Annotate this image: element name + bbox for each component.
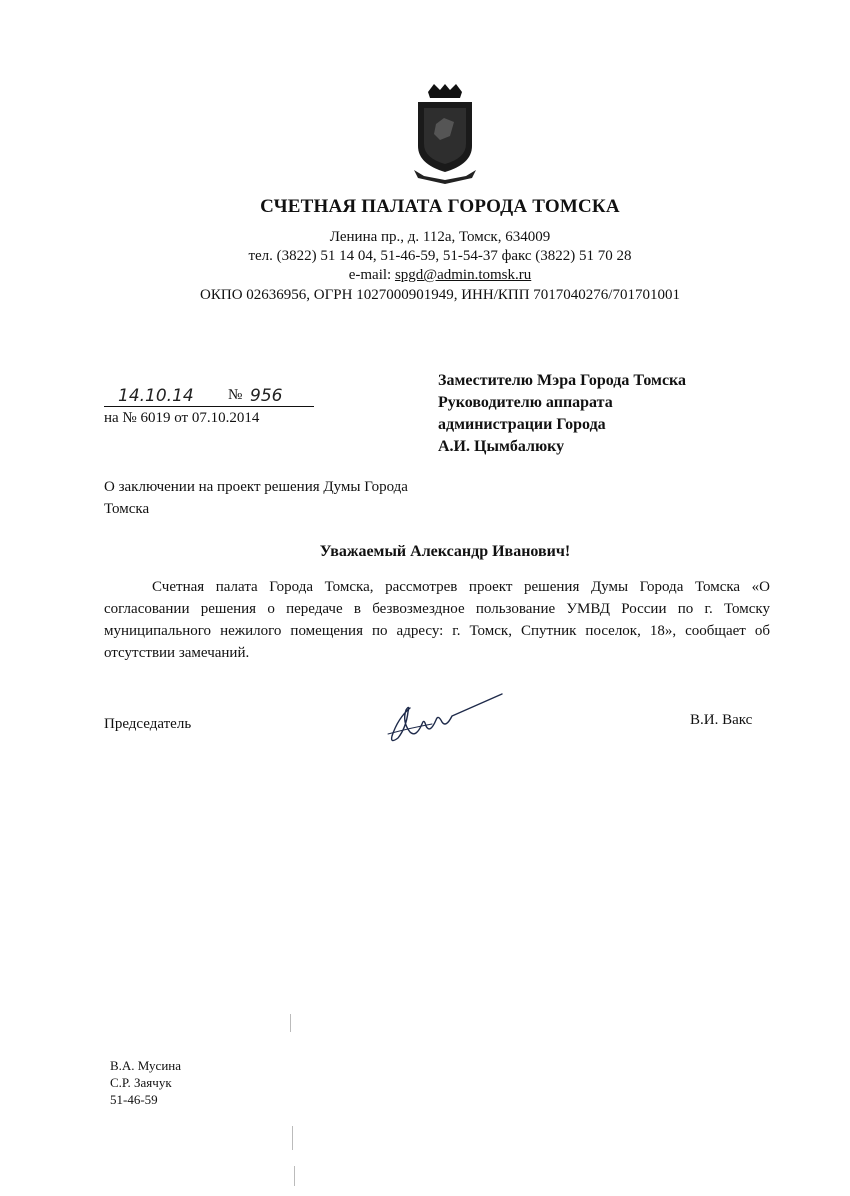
coat-of-arms-emblem [410,84,480,184]
executor-line: С.Р. Заячук [110,1075,172,1090]
recipient-line: Заместителю Мэра Города Томска [438,372,687,389]
outgoing-number: 956 [250,386,283,406]
recipient-block [438,370,686,458]
recipient-line: А.И. Цымбалюку [438,438,565,455]
organization-title: СЧЕТНАЯ ПАЛАТА ГОРОДА ТОМСКА [260,196,620,217]
executor-line: 51-46-59 [110,1092,158,1107]
organization-email-line [0,267,850,284]
outgoing-number-label: № [228,387,243,403]
executors-block [110,1057,181,1108]
organization-codes: ОКПО 02636956, ОГРН 1027000901949, ИНН/КПП 7017040276/701701001 [200,287,680,303]
recipient-line: Руководителю аппарата [438,394,613,411]
scan-mark [292,1126,293,1150]
handwritten-signature [380,688,510,748]
letter-body: Счетная палата Города Томска, рассмотрев проект решения Думы Города Томска «О согласовании решения о передаче в безвозмездное пользование УМВД России по г. Томску муниципального нежилого помещения по адресу: г. Томск, Спутник поселок, 18», сообщает об отсутствии замечаний. [104,579,770,661]
organization-phones: тел. (3822) 51 14 04, 51-46-59, 51-54-37 факс (3822) 51 70 28 [248,248,632,264]
outgoing-date: 14.10.14 [118,386,194,406]
incoming-reference: на № 6019 от 07.10.2014 [104,410,260,426]
salutation: Уважаемый Александр Иванович! [319,543,571,560]
email-link[interactable]: spgd@admin.tomsk.ru [394,267,532,283]
executor-line: В.А. Мусина [110,1058,181,1073]
letter-subject: О заключении на проект решения Думы Города Томска [104,479,408,517]
scan-mark [290,1014,291,1032]
scan-mark [294,1166,295,1186]
signer-name: В.И. Вакс [690,712,753,728]
organization-address: Ленина пр., д. 112а, Томск, 634009 [329,229,551,245]
email-label: e-mail: [348,267,395,283]
recipient-line: администрации Города [438,416,606,433]
signer-position: Председатель [104,716,192,732]
